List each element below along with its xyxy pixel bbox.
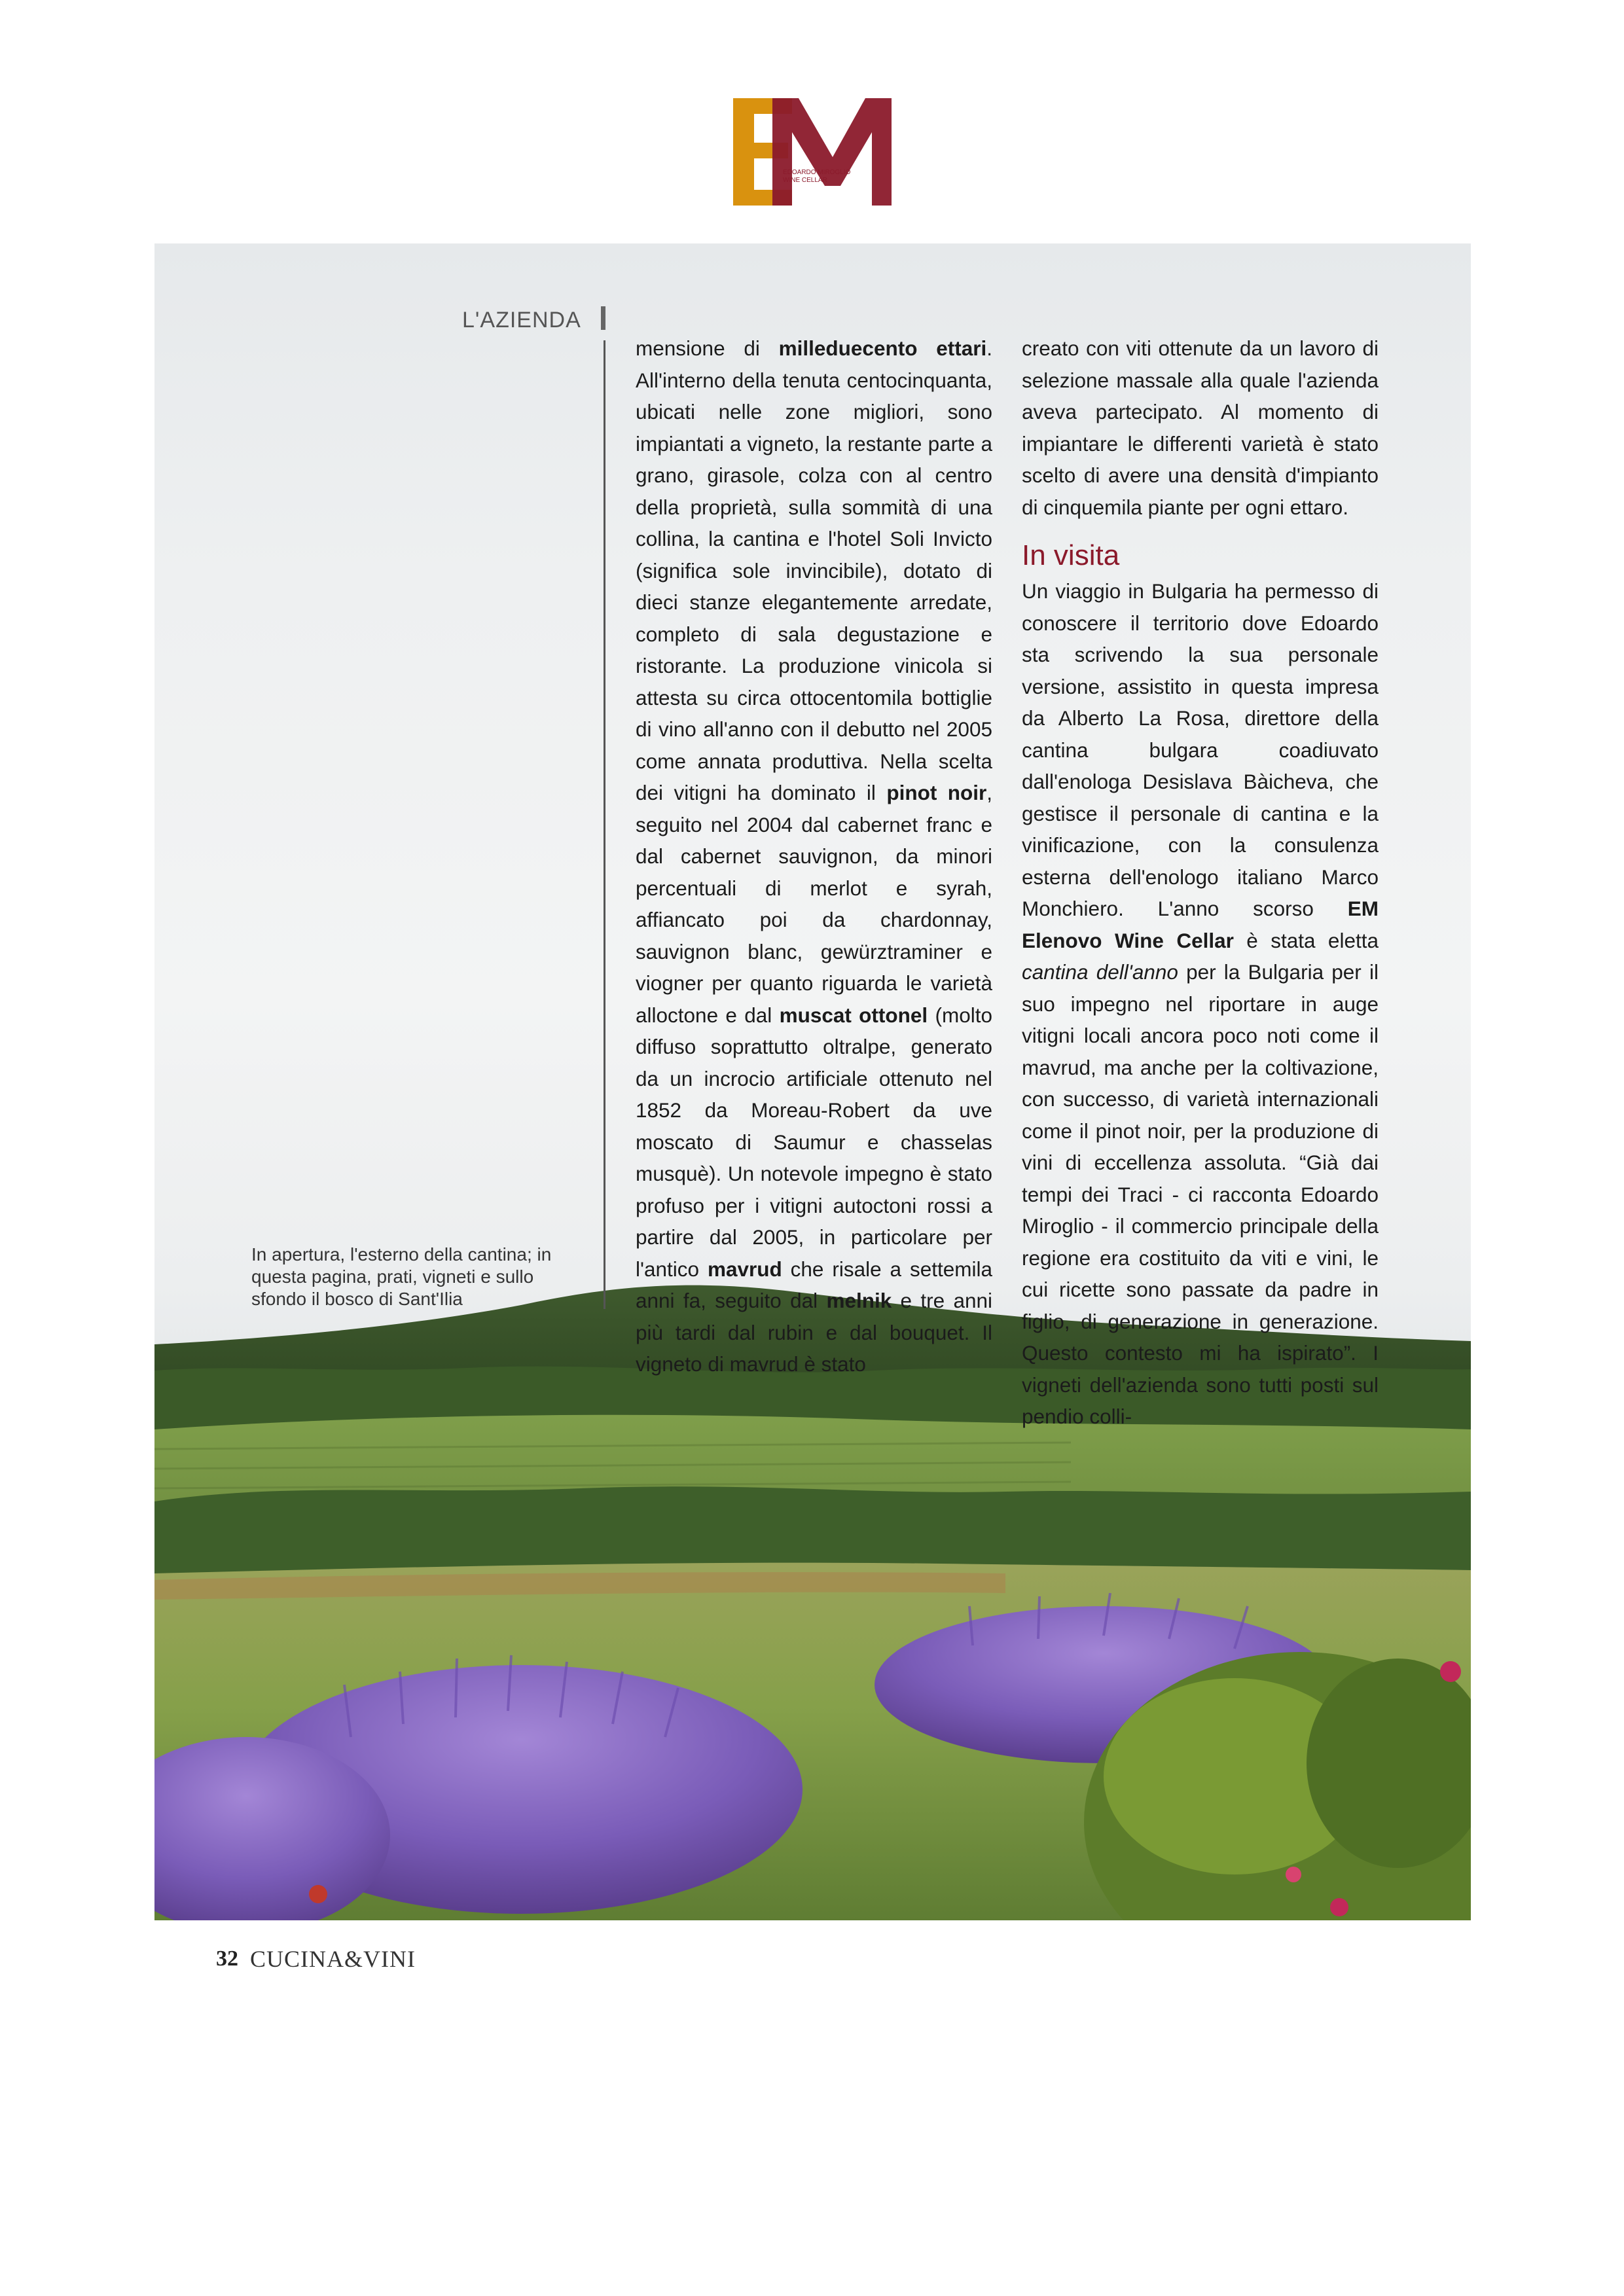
photo-caption: In apertura, l'esterno della cantina; in questa pagina, prati, vigneti e sullo sfondo il bosco di Sant'Ilia: [251, 1244, 552, 1309]
section-label: L'AZIENDA: [462, 308, 581, 332]
logo-tagline-2: WINE CELLAR: [783, 177, 827, 184]
subheading-in-visita: In visita: [1022, 539, 1120, 571]
article-column-2: [1022, 332, 1379, 1433]
column-1-text: mensione di milleduecento ettari. All'interno della tenuta centocinquanta, ubicati nelle zone migliori, sono impiantati a vigneto, la restante parte a grano, girasole, colza con al centro della proprietà, sulla sommità di una collina, la cantina e l'hotel Soli Invicto (significa sole invincibile), dotato di dieci stanze elegantemente arredate, completo di sala degustazione e ristorante. La produzione vinicola si attesta su circa ottocentomila bottiglie di vino all'anno con il debutto nel 2005 come annata produttiva. Nella scelta dei vitigni ha dominato il pinot noir, seguito nel 2004 dal cabernet franc e dal cabernet sauvignon, da minori percentuali di merlot e syrah, affiancato poi da chardonnay, sauvignon blanc, gewürztraminer e viogner per quanto riguarda le varietà alloctone e dal muscat ottonel (molto diffuso soprattutto oltralpe, generato da un incrocio artificiale ottenuto nel 1852 da Moreau-Robert da uve moscato di Saumur e chasselas musquè). Un notevole impegno è stato profuso per i vitigni autoctoni rossi a partire dal 2005, in particolare per l'antico mavrud che risale a settemila anni fa, seguito dal melnik e tre anni più tardi dal rubin e dal bouquet. Il vigneto di mavrud è stato: [636, 336, 992, 1376]
em-logo: [732, 94, 893, 209]
page-number: 32: [216, 1946, 238, 1971]
article-column-1: [636, 332, 992, 1380]
magazine-name: CUCINA&VINI: [250, 1946, 416, 1972]
section-divider: [601, 306, 605, 330]
column-2-top-text: creato con viti ottenute da un lavoro di selezione massale alla quale l'azienda aveva partecipato. Al momento di impiantare le differenti varietà è stato scelto di avere una densità d'impianto di cinquemila piante per ogni ettaro.: [1022, 336, 1379, 519]
logo-tagline-1: EDOARDO MIROGLIO: [783, 169, 851, 176]
column-rule: [604, 340, 605, 1309]
column-2-bottom-text: Un viaggio in Bulgaria ha permesso di conoscere il territorio dove Edoardo sta scrivendo la sua personale versione, assistito in questa impresa da Alberto La Rosa, direttore della cantina bulgara coadiuvato dall'enologa Desislava Bàicheva, che gestisce il personale di cantina e la vinificazione, con la consulenza esterna dell'enologo italiano Marco Monchiero. L'anno scorso EM Elenovo Wine Cellar è stata eletta cantina dell'anno per la Bulgaria per il suo impegno nel riportare in auge vitigni locali ancora poco noti come il mavrud, ma anche per la coltivazione, con successo, di varietà internazionali come il pinot noir, per la produzione di vini di eccellenza assoluta. “Già dai tempi dei Traci - ci racconta Edoardo Miroglio - il commercio principale della regione era costituito da viti e vini, le cui ricette sono passate da padre in figlio, di generazione in generazione. Questo contesto mi ha ispirato”. I vigneti dell'azienda sono tutti posti sul pendio colli-: [1022, 579, 1379, 1428]
